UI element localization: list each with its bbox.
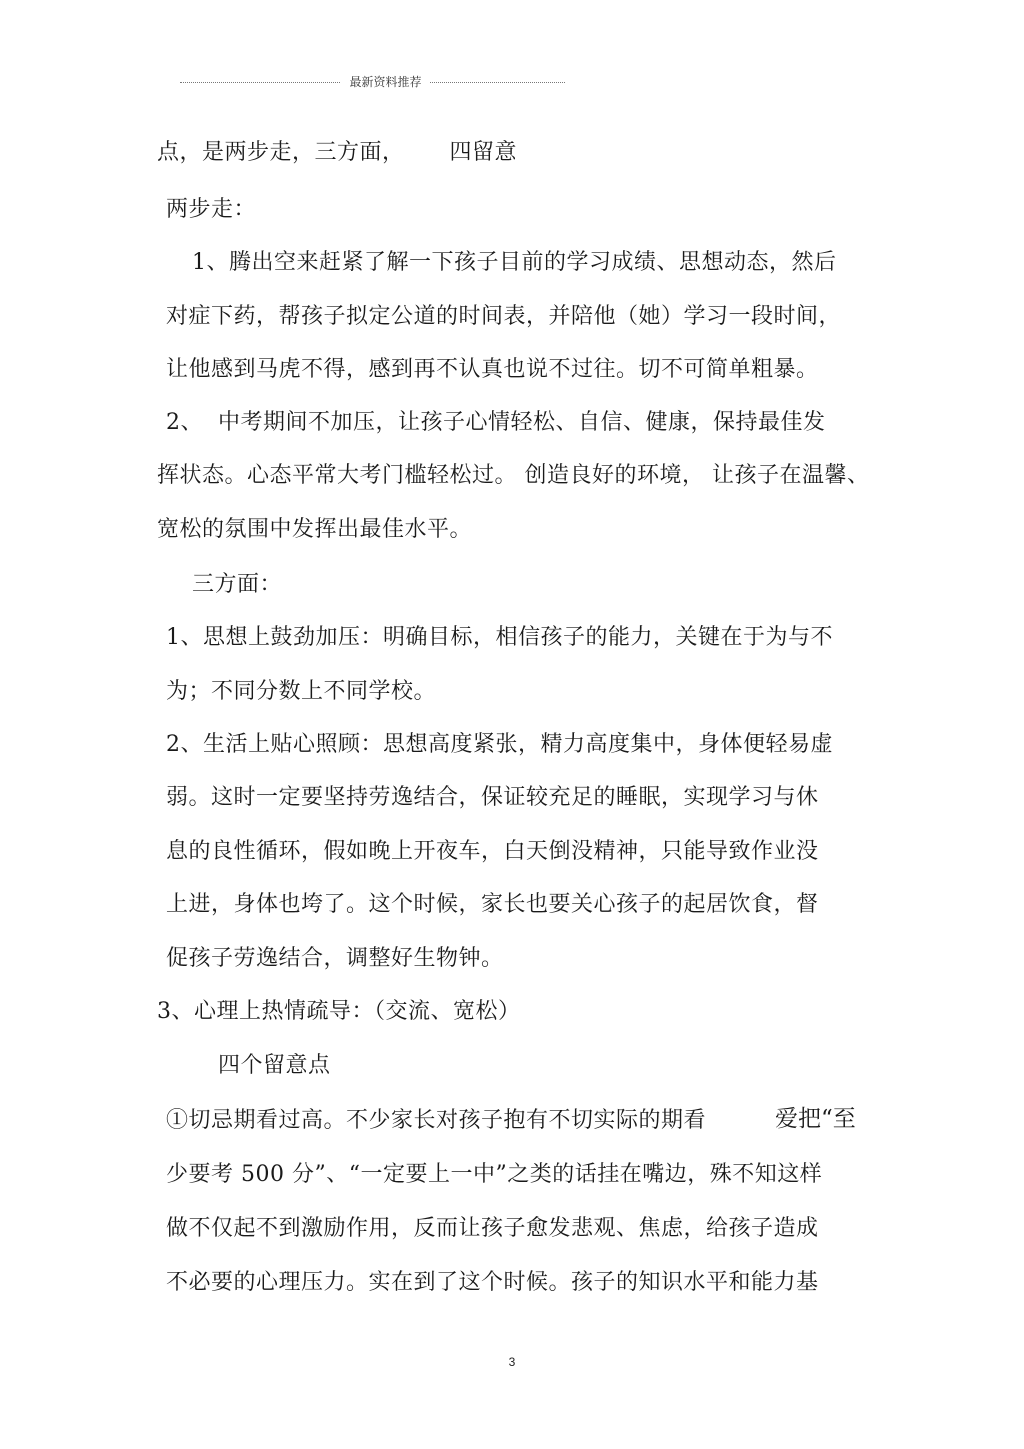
section-heading-three-aspects: 三方面： [192,572,283,597]
section-heading-two-steps: 两步走： [166,197,257,222]
text-line: 对症下药，帮孩子拟定公道的时间表，并陪他（她）学习一段时间， [166,304,842,329]
header-rule-left [180,82,340,83]
floating-text-fragment: 爱把“至 [775,1106,856,1132]
text-line: 2、 中考期间不加压，让孩子心情轻松、自信、健康，保持最佳发 [166,410,826,435]
text-line: 2、生活上贴心照顾：思想高度紧张，精力高度集中，身体便轻易虚 [166,732,833,757]
text-line: 1、思想上鼓劲加压：明确目标，相信孩子的能力，关键在于为与不 [166,625,833,650]
text-line: 上进，身体也垮了。这个时候，家长也要关心孩子的起居饮食，督 [166,892,819,917]
text-line: 少要考 500 分”、“一定要上一中”之类的话挂在嘴边，殊不知这样 [166,1162,823,1187]
text-line: 做不仅起不到激励作用，反而让孩子愈发悲观、焦虑，给孩子造成 [166,1216,819,1241]
text-line: ①切忌期看过高。不少家长对孩子抱有不切实际的期看 [166,1108,707,1133]
header-rule-right [430,82,565,83]
text-line: 点，是两步走，三方面， 四留意 [157,140,517,165]
text-line: 为；不同分数上不同学校。 [166,679,437,704]
text-line: 让他感到马虎不得，感到再不认真也说不过往。切不可简单粗暴。 [166,357,819,382]
text-line: 挥状态。心态平常大考门槛轻松过。 创造良好的环境， 让孩子在温馨、 [157,463,870,488]
text-line: 不必要的心理压力。实在到了这个时候。孩子的知识水平和能力基 [166,1270,819,1295]
text-line: 3、心理上热情疏导：（交流、宽松） [157,999,521,1024]
text-line: 促孩子劳逸结合，调整好生物钟。 [166,946,504,971]
page-header [180,74,565,90]
text-line: 息的良性循环，假如晚上开夜车，白天倒没精神，只能导致作业没 [166,839,819,864]
page-number: 3 [508,1355,516,1369]
text-line: 1、腾出空来赶紧了解一下孩子目前的学习成绩、思想动态，然后 [192,250,837,275]
text-line: 宽松的氛围中发挥出最佳水平。 [157,517,473,542]
header-title: 最新资料推荐 [349,75,422,89]
section-heading-four-points: 四个留意点 [218,1053,331,1078]
text-line: 弱。这时一定要坚持劳逸结合，保证较充足的睡眠，实现学习与休 [166,785,819,810]
